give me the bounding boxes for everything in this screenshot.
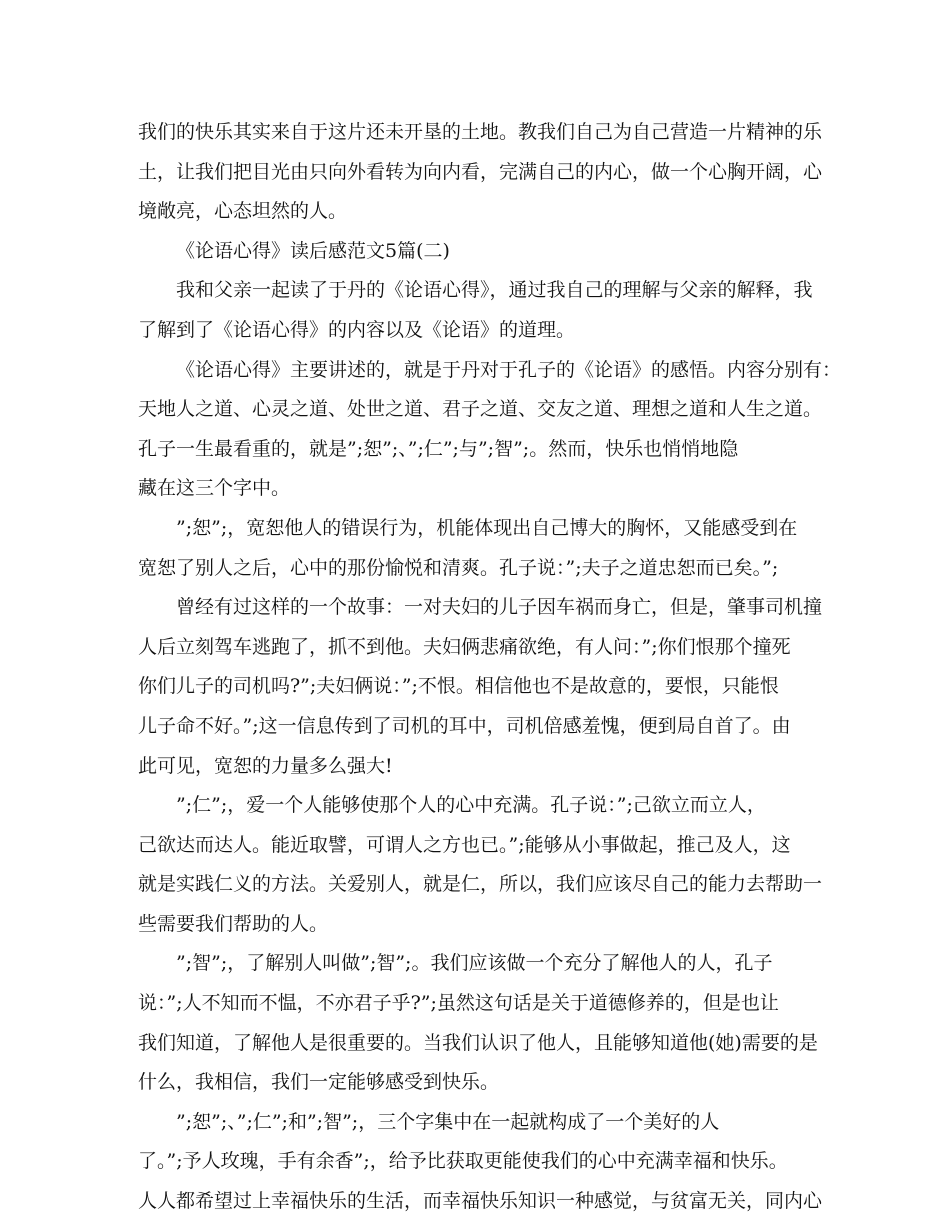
text-line: 你们儿子的司机吗?”;夫妇俩说：”;不恨。相信他也不是故意的，要恨，只能恨: [138, 675, 779, 698]
text-line: 说：”;人不知而不愠，不亦君子乎?”;虽然这句话是关于道德修养的，但是也让: [138, 992, 779, 1015]
text-line: ”;仁”;，爱一个人能够使那个人的心中充满。孔子说：”;己欲立而立人，: [176, 794, 766, 817]
text-line: 了解到了《论语心得》的内容以及《论语》的道理。: [138, 318, 576, 341]
text-line: 儿子命不好。”;这一信息传到了司机的耳中，司机倍感羞愧，便到局自首了。由: [138, 714, 791, 737]
text-line: 此可见，宽恕的力量多么强大!: [138, 754, 393, 777]
text-line: 什么，我相信，我们一定能够感受到快乐。: [138, 1071, 500, 1094]
text-line: 藏在这三个字中。: [138, 477, 291, 500]
text-line: 我和父亲一起读了于丹的《论语心得》，通过我自己的理解与父亲的解释，我: [176, 279, 813, 302]
text-line: 曾经有过这样的一个故事：一对夫妇的儿子因车祸而身亡，但是，肇事司机撞: [176, 596, 823, 619]
section-heading: 《论语心得》读后感范文5篇(二): [176, 239, 450, 262]
text-line: ”;智”;，了解别人叫做”;智”;。我们应该做一个充分了解他人的人，孔子: [176, 952, 773, 975]
text-line: 我们的快乐其实来自于这片还未开垦的土地。教我们自己为自己营造一片精神的乐: [138, 121, 823, 143]
text-line: 己欲达而达人。能近取譬，可谓人之方也已。”;能够从小事做起，推己及人，这: [138, 833, 791, 856]
text-line: 就是实践仁义的方法。关爱别人，就是仁，所以，我们应该尽自己的能力去帮助一: [138, 873, 823, 896]
text-line: 土，让我们把目光由只向外看转为向内看，完满自己的内心，做一个心胸开阔，心: [138, 160, 823, 183]
text-line: 境敞亮，心态坦然的人。: [138, 200, 348, 223]
text-line: ”;恕”;、”;仁”;和”;智”;，三个字集中在一起就构成了一个美好的人: [176, 1110, 720, 1133]
text-line: 我们知道，了解他人是很重要的。当我们认识了他人，且能够知道他(她)需要的是: [138, 1031, 818, 1054]
text-line: 天地人之道、心灵之道、处世之道、君子之道、交友之道、理想之道和人生之道。: [138, 398, 823, 421]
text-line: 宽恕了别人之后，心中的那份愉悦和清爽。孔子说：”;夫子之道忠恕而已矣。”;: [138, 556, 779, 579]
text-line: ”;恕”;，宽恕他人的错误行为，机能体现出自己博大的胸怀，又能感受到在: [176, 516, 798, 539]
text-line: 《论语心得》主要讲述的，就是于丹对于孔子的《论语》的感悟。内容分别有：: [176, 358, 842, 381]
text-line: 孔子一生最看重的，就是”;恕”;、”;仁”;与”;智”;。然而，快乐也悄悄地隐: [138, 437, 739, 460]
document-body: [138, 113, 842, 1222]
text-line: 人人都希望过上幸福快乐的生活，而幸福快乐知识一种感觉，与贫富无关，同内心: [138, 1190, 823, 1213]
text-line: 人后立刻驾车逃跑了，抓不到他。夫妇俩悲痛欲绝，有人问：”;你们恨那个撞死: [138, 635, 791, 658]
text-line: 些需要我们帮助的人。: [138, 912, 329, 935]
text-line: 了。”;予人玫瑰，手有余香”;，给予比获取更能使我们的心中充满幸福和快乐。: [138, 1150, 788, 1173]
